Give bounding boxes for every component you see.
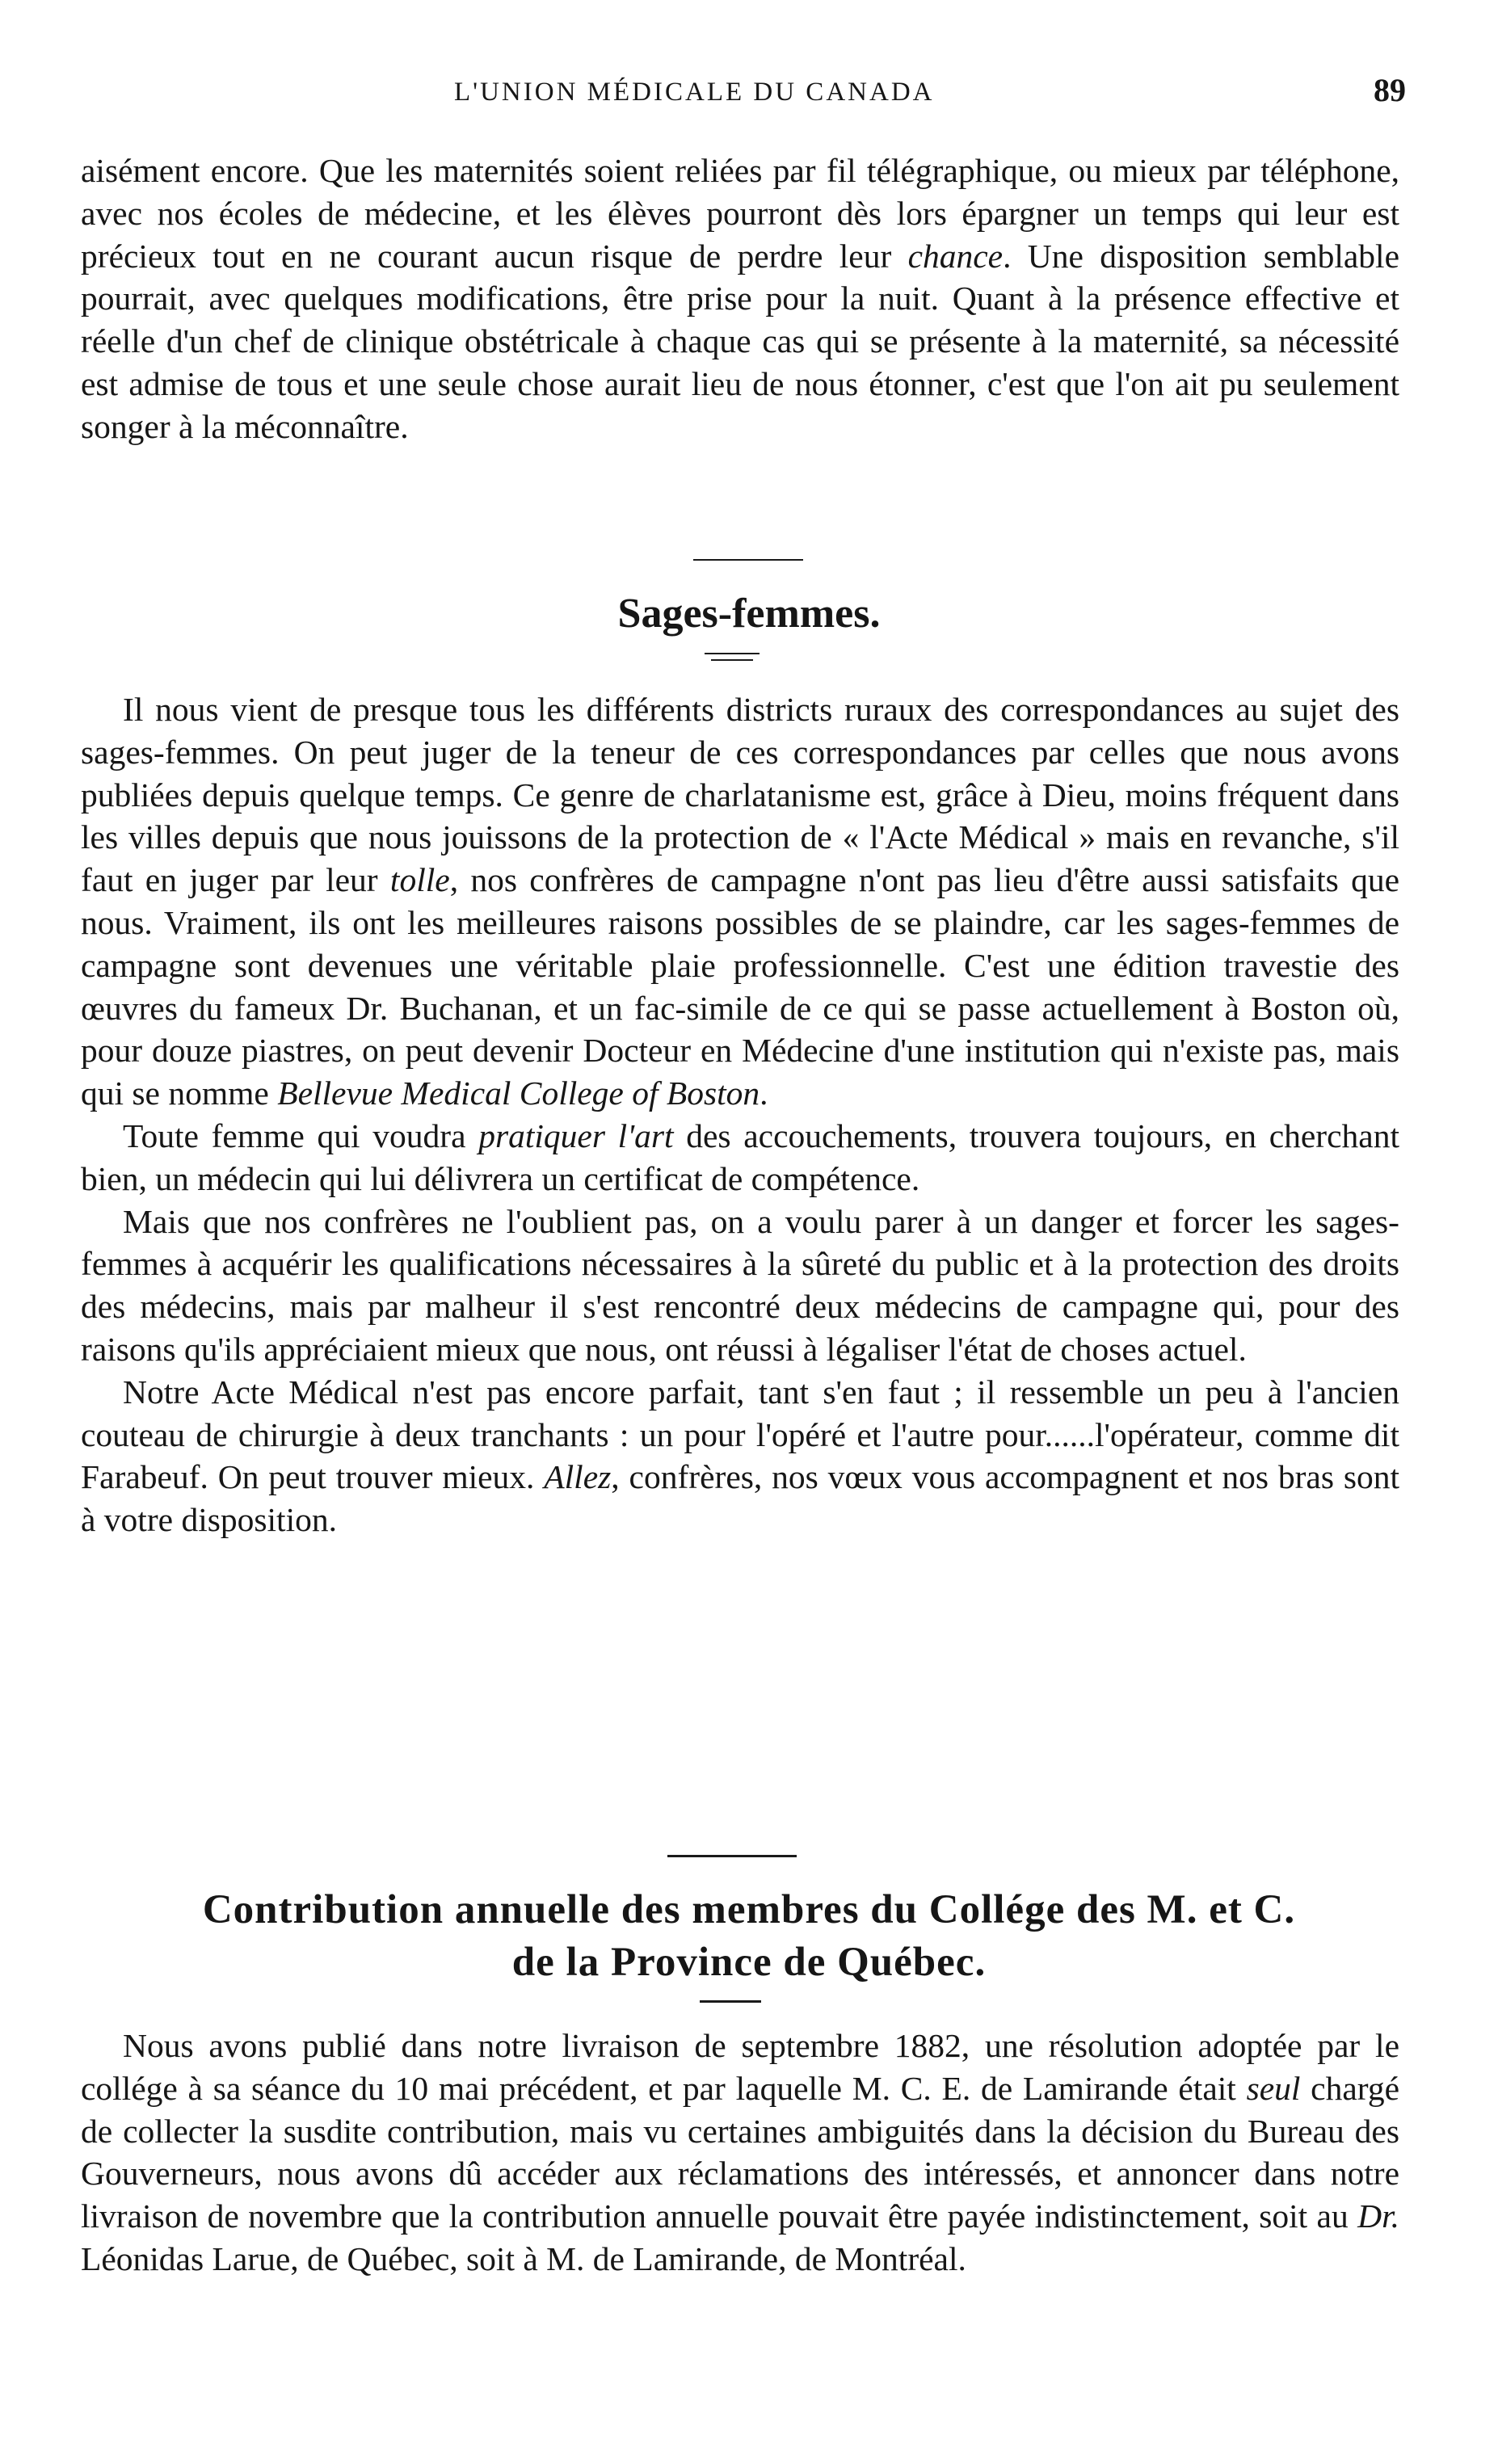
text-run: aisément encore. Que les maternités soient reliées par fil télégraphique, ou mieux par téléphone, avec nos écoles de médecine, et les élèves pourront dès lors épargner un temps qui leur est précieux tout en ne courant aucun risque de perdre leur — [81, 152, 1399, 275]
paragraph: Mais que nos confrères ne l'oublient pas, on a voulu parer à un danger et forcer les sages-femmes à acquérir les qualifications nécessaires à la sûreté du public et à la protection des droits des médecins, mais par malheur il s'est rencontré deux médecins de campagne qui, pour des raisons qu'ils appréciaient mieux que nous, ont réussi à légaliser l'état de choses actuel. — [81, 1202, 1399, 1368]
text-run: , confrères, nos vœux vous accompagnent et nos bras sont à votre disposition. — [81, 1458, 1400, 1539]
italic-run: Bellevue Medical College of Boston — [277, 1074, 760, 1112]
section-heading-contribution: Contribution annuelle des membres du Collége des M. et C. — [202, 1887, 1296, 1932]
text-run: . — [760, 1074, 768, 1112]
section-rule — [693, 559, 803, 561]
text-run: Nous avons publié dans notre livraison de septembre 1882, une résolution adoptée par le collége à sa séance du 10 mai précédent, et par laquelle M. C. E. de Lamirande était — [81, 2027, 1399, 2107]
intro-block — [81, 149, 1399, 448]
text-run: des accouchements, trouvera toujours, en cherchant bien, un médecin qui lui délivrera un certificat de compétence. — [81, 1116, 1399, 1197]
text-run: chargé de collecter la susdite contribution, mais vu certaines ambiguités dans la décision du Bureau des Gouverneurs, nous avons dû accéder aux réclamations des intéressés, et annoncer dans notre livraison de novembre que la contribution annuelle pouvait être payée indistinctement, soit au — [81, 2069, 1399, 2235]
heading-rule — [705, 653, 760, 654]
paragraph — [81, 688, 1399, 1115]
text-run: , nos confrères de campagne n'ont pas lieu d'être aussi satisfaits que nous. Vraiment, ils ont les meilleures raisons possibles de se plaindre, car les sages-femmes de campagne sont devenues une véritable plaie professionnelle. C'est une édition travestie des œuvres du fameux Dr. Buchanan, et un fac-simile de ce qui se passe actuellement à Boston où, pour douze piastres, on peut devenir Docteur en Médecine d'une institution qui n'existe pas, mais qui se nomme — [81, 861, 1400, 1112]
heading-rule — [700, 2000, 761, 2003]
italic-run: seul — [1246, 2069, 1301, 2107]
paragraph — [81, 1115, 1399, 1200]
intro-paragraph — [81, 149, 1399, 448]
page-number: 89 — [1374, 72, 1406, 108]
italic-run: Allez — [544, 1458, 612, 1496]
text-run: Il nous vient de presque tous les différents districts ruraux des correspondances au sujet des sages-femmes. On peut juger de la teneur de ces correspondances par celles que nous avons publiées depuis quelque temps. Ce genre de charlatanisme est, grâce à Dieu, moins fréquent dans les villes depuis que nous jouissons de la protection de « l'Acte Médical » mais en revanche, s'il faut en juger par leur — [81, 691, 1399, 899]
contribution-block — [81, 2025, 1399, 2281]
italic-run: tolle — [389, 861, 450, 899]
running-title: L'UNION MÉDICALE DU CANADA — [454, 78, 935, 107]
text-run: Notre Acte Médical n'est pas encore parfait, tant s'en faut ; il ressemble un peu à l'ancien couteau de chirurgie à deux tranchants : un pour l'opéré et l'autre pour......l'opérateur, comme dit Farabeuf. On peut trouver mieux. — [81, 1373, 1399, 1496]
paragraph — [81, 2025, 1399, 2281]
sages-femmes-block — [81, 688, 1399, 1541]
paragraph — [81, 1371, 1399, 1541]
italic-run: Dr. — [1357, 2197, 1399, 2235]
italic-run: pratiquer l'art — [478, 1116, 674, 1154]
section-rule — [667, 1855, 797, 1857]
text-run: . Une disposition semblable pourrait, avec quelques modifications, être prise pour la nuit. Quant à la présence effective et réelle d'un chef de clinique obstétricale à chaque cas qui se présente à la maternité, sa nécessité est admise de tous et une seule chose aurait lieu de nous étonner, c'est que l'on ait pu seulement songer à la méconnaître. — [81, 237, 1400, 445]
text-run: Léonidas Larue, de Québec, soit à M. de Lamirande, de Montréal. — [81, 2239, 966, 2277]
section-heading-sages-femmes: Sages-femmes. — [617, 591, 881, 637]
heading-rule — [711, 659, 753, 661]
running-head — [0, 71, 1498, 120]
section-heading-contribution-subtitle: de la Province de Québec. — [511, 1940, 987, 1985]
italic-run: chance — [907, 237, 1004, 275]
text-run: Toute femme qui voudra — [123, 1116, 479, 1154]
